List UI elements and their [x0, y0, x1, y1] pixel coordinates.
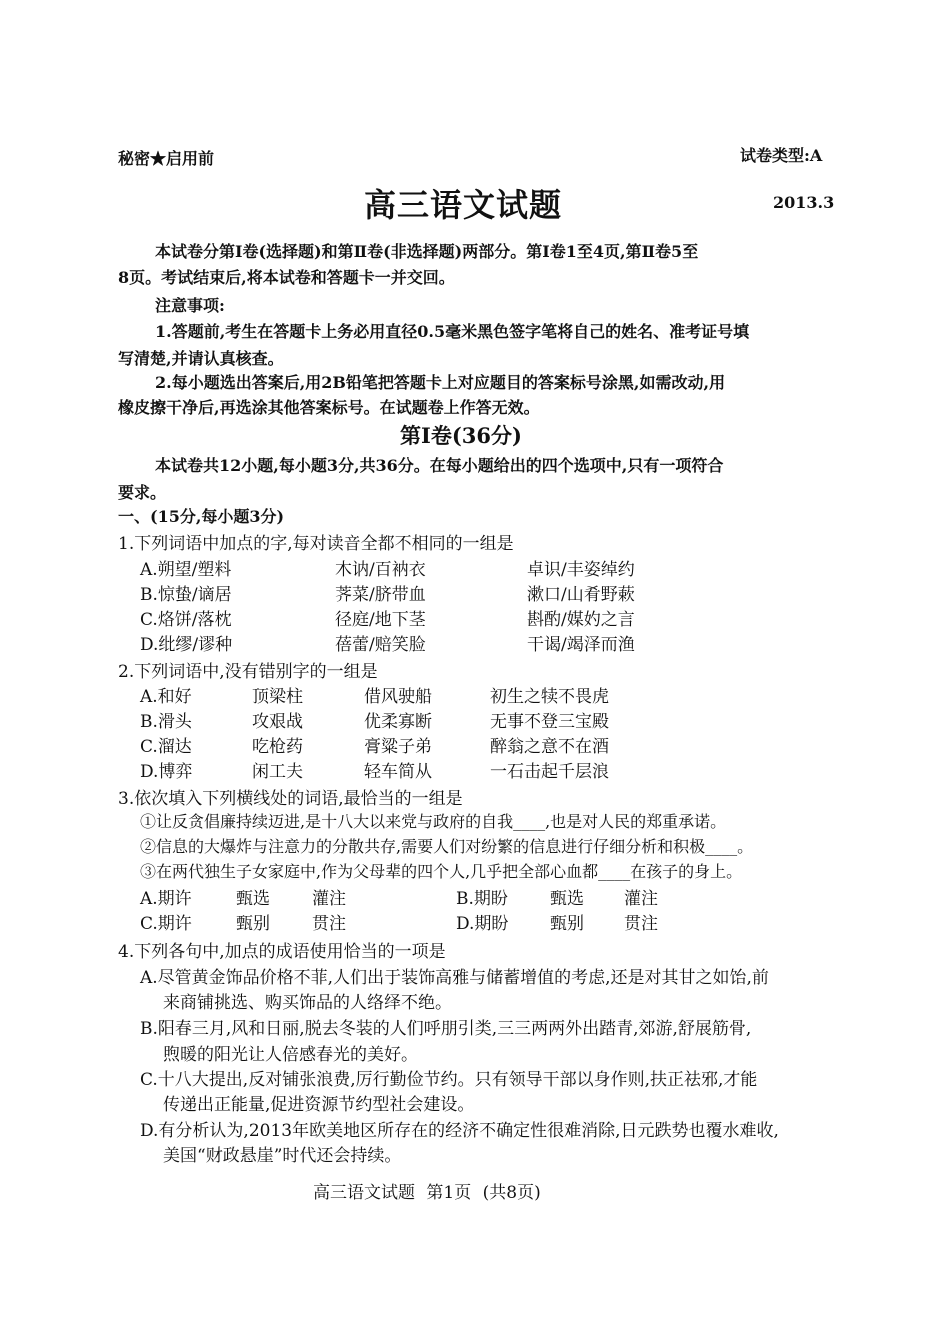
notice-1-line-1: 1.答题前,考生在答题卡上务必用直径0.5毫米黑色签字笔将自己的姓名、准考证号填: [155, 322, 750, 341]
q2-b-col-1: B.滑头: [140, 712, 192, 732]
q4-option-a-line-2: 来商铺挑选、购买饰品的人络绎不绝。: [163, 993, 452, 1013]
q3-a-2: 甄选: [236, 889, 270, 909]
q1-a-col-1: A.朔望/塑料: [140, 560, 232, 580]
q1-a-col-2: 木讷/百衲衣: [335, 560, 426, 580]
q1-d-col-2: 蓓蕾/赔笑脸: [335, 635, 426, 655]
q3-a-1: A.期许: [140, 889, 192, 909]
q4-option-b-line-1: B.阳春三月,风和日丽,脱去冬装的人们呼朋引类,三三两两外出踏青,郊游,舒展筋骨,: [140, 1019, 752, 1039]
q1-d-col-1: D.纰缪/谬种: [140, 635, 233, 655]
part-1-desc-line-2: 要求。: [118, 483, 167, 502]
q4-option-d-line-1: D.有分析认为,2013年欧美地区所存在的经济不确定性很难消除,日元跌势也覆水难收,: [140, 1121, 779, 1141]
question-4-stem: 4.下列各句中,加点的成语使用恰当的一项是: [118, 942, 446, 962]
notice-2-line-2: 橡皮擦干净后,再选涂其他答案标号。在试题卷上作答无效。: [118, 398, 540, 417]
q2-a-col-2: 顶梁柱: [252, 687, 303, 707]
q2-b-col-4: 无事不登三宝殿: [490, 712, 609, 732]
q3-sentence-3: ③在两代独生子女家庭中,作为父母辈的四个人,几乎把全部心血都____在孩子的身上。: [140, 862, 743, 881]
intro-line-1: 本试卷分第Ⅰ卷(选择题)和第Ⅱ卷(非选择题)两部分。第Ⅰ卷1至4页,第Ⅱ卷5至: [155, 242, 699, 261]
q2-c-col-4: 醉翁之意不在酒: [490, 737, 609, 757]
section-1-label: 一、(15分,每小题3分): [118, 507, 285, 526]
q2-a-col-3: 借风驶船: [364, 687, 432, 707]
paper-type-label: 试卷类型:A: [740, 146, 823, 165]
q3-sentence-2: ②信息的大爆炸与注意力的分散共存,需要人们对纷繁的信息进行仔细分析和积极____。: [140, 837, 754, 856]
q3-b-1: B.期盼: [456, 889, 508, 909]
q4-option-a-line-1: A.尽管黄金饰品价格不菲,人们出于装饰高雅与储蓄增值的考虑,还是对其甘之如饴,前: [140, 968, 769, 988]
q2-b-col-3: 优柔寡断: [364, 712, 432, 732]
q3-c-2: 甄别: [236, 914, 270, 934]
q2-a-col-4: 初生之犊不畏虎: [490, 687, 609, 707]
q1-b-col-1: B.惊蛰/谪居: [140, 585, 232, 605]
q2-a-col-1: A.和好: [140, 687, 192, 707]
q2-c-col-2: 吃枪药: [252, 737, 303, 757]
q1-c-col-3: 斟酌/媒妁之言: [527, 610, 635, 630]
q3-a-3: 灌注: [312, 889, 346, 909]
q4-option-b-line-2: 煦暖的阳光让人倍感春光的美好。: [163, 1045, 418, 1065]
q4-option-c-line-1: C.十八大提出,反对铺张浪费,厉行勤俭节约。只有领导干部以身作则,扶正祛邪,才能: [140, 1070, 758, 1090]
q3-b-3: 灌注: [624, 889, 658, 909]
question-3-stem: 3.依次填入下列横线处的词语,最恰当的一组是: [118, 789, 463, 809]
intro-line-2: 8页。考试结束后,将本试卷和答题卡一并交回。: [118, 268, 455, 287]
q3-sentence-1: ①让反贪倡廉持续迈进,是十八大以来党与政府的自我____,也是对人民的郑重承诺。: [140, 812, 727, 831]
q2-d-col-3: 轻车简从: [364, 762, 432, 782]
q1-c-col-2: 径庭/地下茎: [335, 610, 426, 630]
q2-c-col-3: 膏粱子弟: [364, 737, 432, 757]
q2-b-col-2: 攻艰战: [252, 712, 303, 732]
part-1-desc-line-1: 本试卷共12小题,每小题3分,共36分。在每小题给出的四个选项中,只有一项符合: [155, 456, 724, 475]
question-2-stem: 2.下列词语中,没有错别字的一组是: [118, 662, 378, 682]
q2-d-col-1: D.博弈: [140, 762, 193, 782]
q4-option-c-line-2: 传递出正能量,促进资源节约型社会建设。: [163, 1095, 475, 1115]
part-1-heading: 第Ⅰ卷(36分): [400, 423, 522, 448]
q3-c-3: 贯注: [312, 914, 346, 934]
question-1-stem: 1.下列词语中加点的字,每对读音全都不相同的一组是: [118, 534, 514, 554]
q3-d-1: D.期盼: [456, 914, 509, 934]
q2-d-col-2: 闲工夫: [252, 762, 303, 782]
page-footer: 高三语文试题 第1页 (共8页): [313, 1183, 541, 1203]
notice-2-line-1: 2.每小题选出答案后,用2B铅笔把答题卡上对应题目的答案标号涂黑,如需改动,用: [155, 373, 726, 392]
q3-b-2: 甄选: [550, 889, 584, 909]
q3-c-1: C.期许: [140, 914, 192, 934]
q2-d-col-4: 一石击起千层浪: [490, 762, 609, 782]
exam-date: 2013.3: [773, 193, 835, 212]
q2-c-col-1: C.溜达: [140, 737, 192, 757]
q1-b-col-2: 荠菜/脐带血: [335, 585, 426, 605]
q1-a-col-3: 卓识/丰姿绰约: [527, 560, 635, 580]
q3-d-2: 甄别: [550, 914, 584, 934]
notice-1-line-2: 写清楚,并请认真核查。: [118, 349, 284, 368]
exam-title: 高三语文试题: [364, 186, 563, 224]
q3-d-3: 贯注: [624, 914, 658, 934]
q1-b-col-3: 漱口/山肴野蔌: [527, 585, 635, 605]
q4-option-d-line-2: 美国“财政悬崖”时代还会持续。: [163, 1146, 402, 1166]
notice-label: 注意事项:: [155, 296, 225, 315]
q1-d-col-3: 干谒/竭泽而渔: [527, 635, 635, 655]
confidentiality-label: 秘密★启用前: [118, 149, 215, 168]
q1-c-col-1: C.烙饼/落枕: [140, 610, 232, 630]
